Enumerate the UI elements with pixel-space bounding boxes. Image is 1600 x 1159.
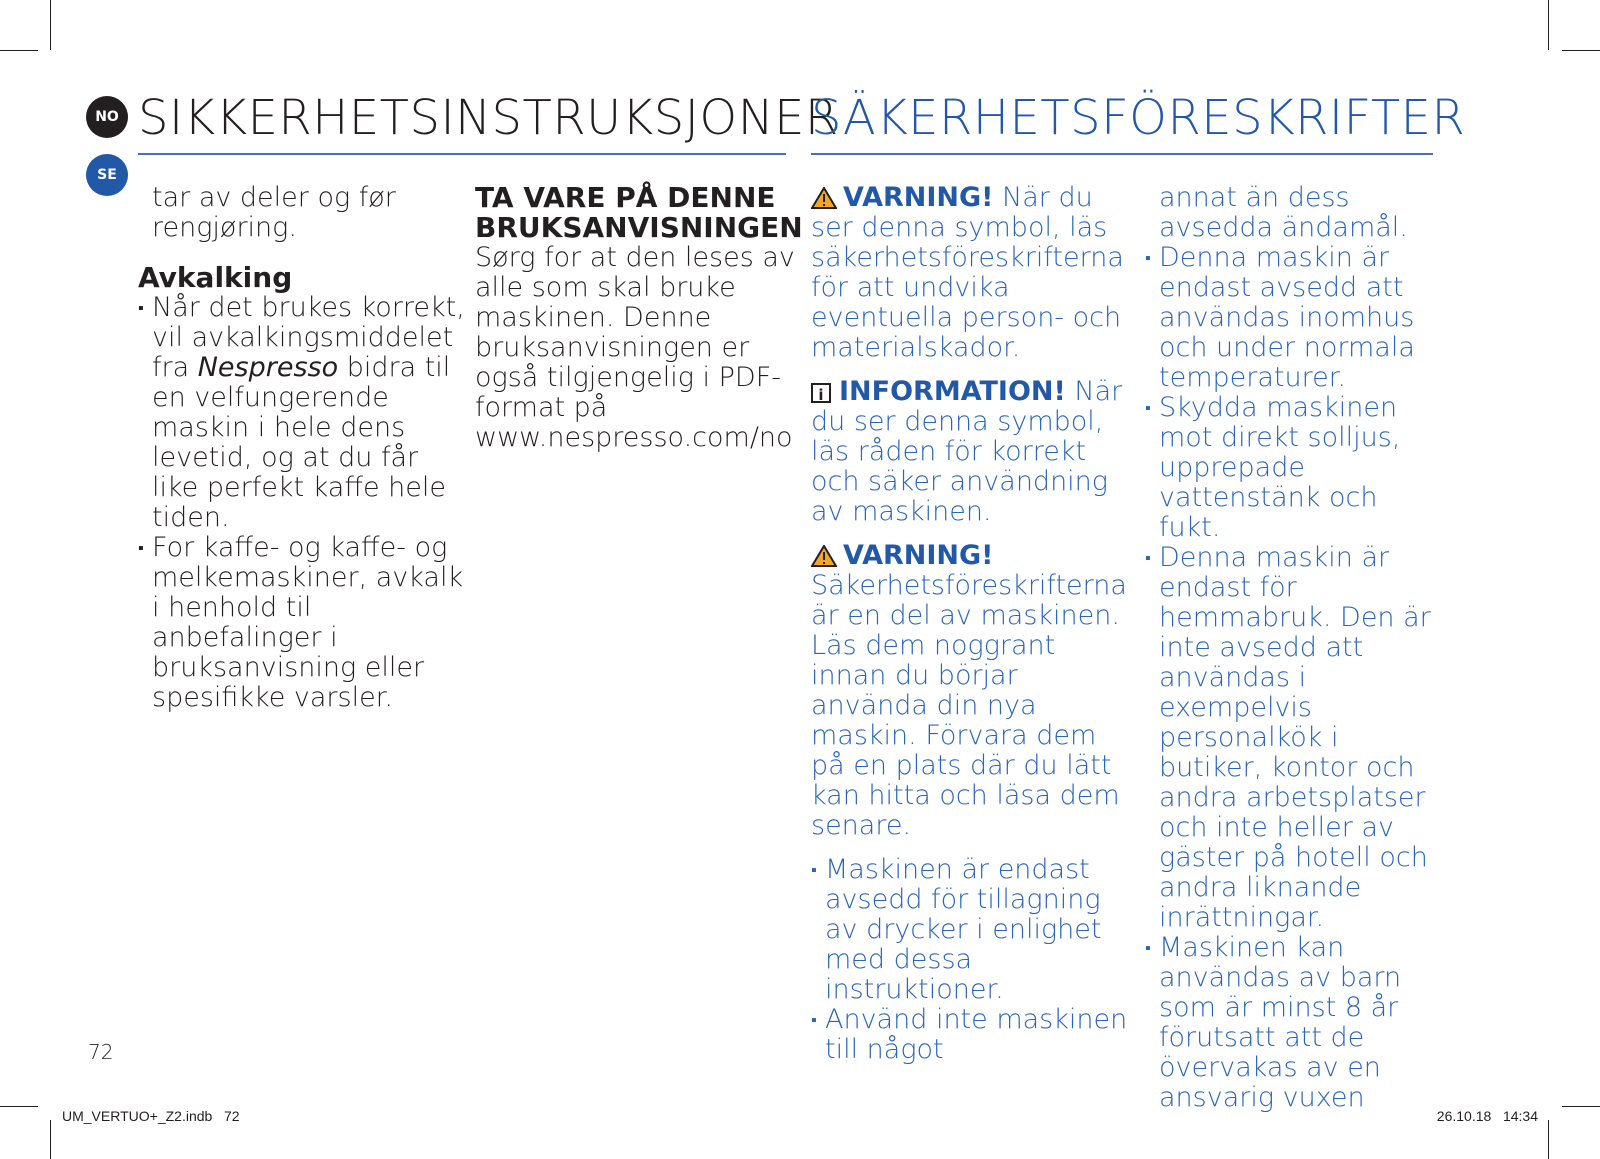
page-number: 72 [88,1040,114,1064]
column-swedish-2 [1145,183,1445,1113]
crop-mark [0,1106,38,1107]
heading-ta-vare: TA VARE PÅ DENNE BRUKSANVISNINGEN [475,181,803,244]
list-item: ▪ Denna maskin är endast avsedd att användas inomhus och under normala temperaturer. [1145,242,1415,393]
column-norwegian-2 [475,181,803,453]
list-item: ▪ Denna maskin är endast för hemmabruk. Den är inte avsedd att användas i exempelvis personalkök i butiker, kontor och andra arbetsplatser och inte heller av gäster på hotell och andra liknande inrättningar. [1145,542,1431,933]
list-item: ▪ Maskinen kan användas av barn som är minst 8 år förutsatt att de övervakas av en ansvarig vuxen [1145,932,1402,1113]
bullet-icon: ▪ [1145,548,1151,567]
body-text: Sørg for at den leses av alle som skal bruke maskinen. Denne bruksanvisningen er også tilgjengelig i PDF-format på www.nespresso.com/no [475,242,795,453]
warning-icon [811,187,837,209]
list-item: ▪ Når det brukes korrekt, vil avkalkingsmiddelet fra Nespresso bidra til en velfungerende maskin i hele dens levetid, og at du får like perfekt kaffe hele tiden. [138,292,465,533]
title-norwegian: SIKKERHETSINSTRUKSJONER [138,90,839,146]
bullet-icon: ▪ [138,298,144,317]
footer-file-info: UM_VERTUO+_Z2.indb 72 [62,1108,240,1124]
intro-text: tar av deler og før rengjøring. [152,182,396,243]
title-swedish: SÄKERHETSFÖRESKRIFTER [811,90,1466,146]
warning-block-2: VARNING! Säkerhetsföreskrifterna är en del av maskinen. Läs dem noggrant innan du börjar använda din nya maskin. Förvara dem på en plats där du lätt kan hitta och läsa dem senare. [811,540,1127,841]
language-badge-se: SE [86,154,128,196]
bullet-icon: ▪ [138,538,144,557]
warning-block-1: VARNING! När du ser denna symbol, läs säkerhetsföreskrifterna för att undvika eventuella person- och materialskador. [811,182,1124,363]
list-item: ▪ Skydda maskinen mot direkt solljus, upprepade vattenstänk och fukt. [1145,392,1401,543]
list-item: ▪ Maskinen är endast avsedd för tillagning av drycker i enlighet med dessa instruktioner. [811,854,1102,1005]
crop-mark [50,0,51,50]
crop-mark [1548,0,1549,50]
title-rule-no [138,153,786,155]
warning-icon [811,545,837,567]
language-badge-no: NO [86,96,128,138]
crop-mark [1548,1120,1549,1159]
column-norwegian-1 [138,183,468,713]
bullet-icon: ▪ [811,1010,817,1029]
bullet-icon: ▪ [811,860,817,879]
bullet-icon: ▪ [1145,398,1151,417]
bullet-icon: ▪ [1145,248,1151,267]
information-block: i INFORMATION! När du ser denna symbol, läs råden för korrekt och säker användning av maskinen. [811,376,1123,527]
crop-mark [1562,1106,1600,1107]
list-item: ▪ For kaffe- og kaffe- og melkemaskiner, avkalk i henhold til anbefalinger i bruksanvisning eller spesifikke varsler. [138,532,464,713]
brand-name: Nespresso [197,352,339,383]
crop-mark [50,1120,51,1159]
footer-date: 26.10.18 14:34 [1436,1108,1538,1124]
heading-avkalking: Avkalking [138,261,293,294]
info-icon: i [811,383,831,403]
crop-mark [1562,50,1600,51]
column-swedish-1 [811,183,1133,1065]
title-rule-se [811,153,1433,155]
list-item: ▪ Använd inte maskinen till något [811,1004,1128,1065]
continued-text: annat än dess avsedda ändamål. [1159,182,1408,243]
bullet-icon: ▪ [1145,938,1151,957]
crop-mark [0,50,38,51]
